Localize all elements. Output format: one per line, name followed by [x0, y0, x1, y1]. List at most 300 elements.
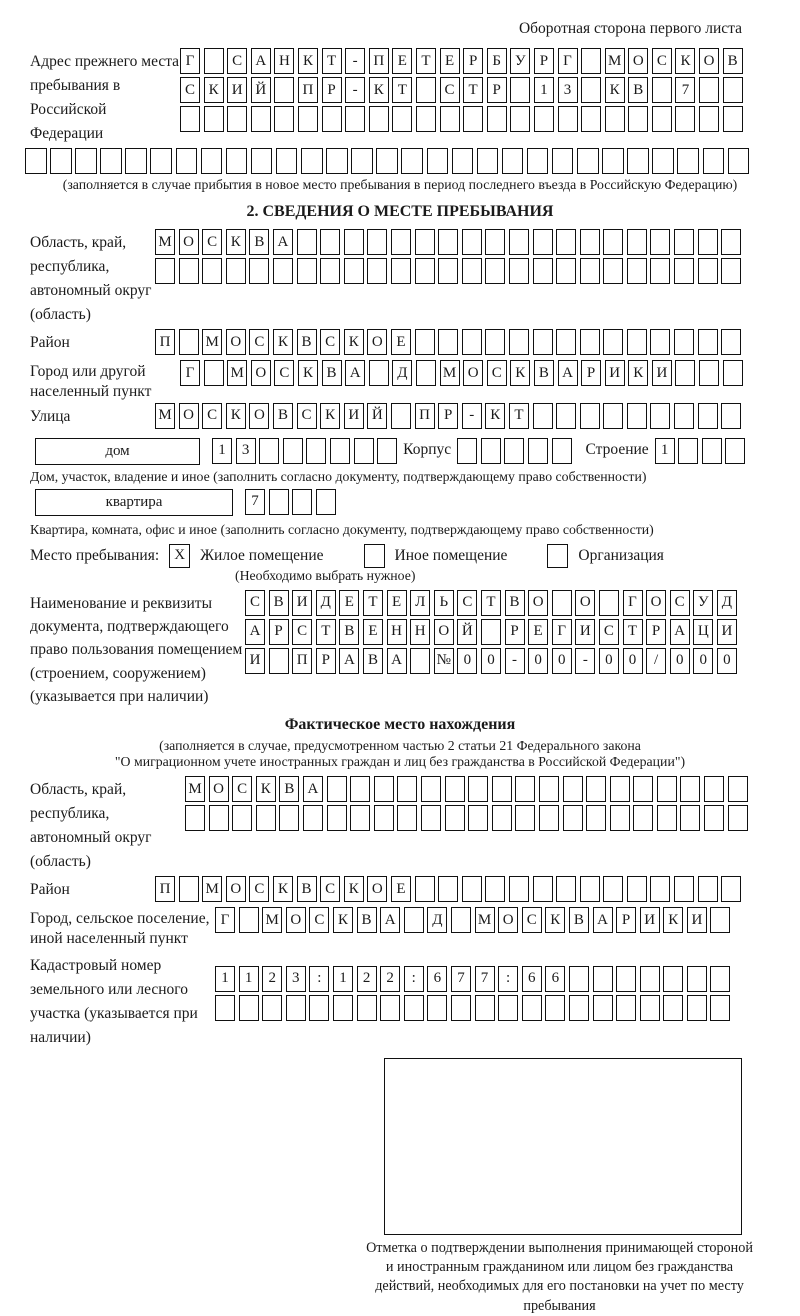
char-cell[interactable]: [416, 106, 436, 132]
char-cell[interactable]: [605, 106, 625, 132]
char-cell[interactable]: [50, 148, 72, 174]
char-cell[interactable]: [327, 805, 347, 831]
char-cell[interactable]: И: [227, 77, 247, 103]
char-cell[interactable]: [723, 77, 743, 103]
char-cell[interactable]: [438, 876, 458, 902]
char-cell[interactable]: [185, 805, 205, 831]
char-cell[interactable]: Й: [367, 403, 387, 429]
char-cell[interactable]: [345, 106, 365, 132]
char-cell[interactable]: 6: [522, 966, 542, 992]
char-cell[interactable]: [539, 805, 559, 831]
char-cell[interactable]: [421, 805, 441, 831]
char-cell[interactable]: -: [345, 77, 365, 103]
char-cell[interactable]: С: [522, 907, 542, 933]
char-cell[interactable]: Д: [427, 907, 447, 933]
char-cell[interactable]: [416, 77, 436, 103]
char-cell[interactable]: [354, 438, 374, 464]
char-cell[interactable]: [415, 229, 435, 255]
char-cell[interactable]: [663, 966, 683, 992]
char-cell[interactable]: [445, 805, 465, 831]
char-cell[interactable]: 7: [451, 966, 471, 992]
char-cell[interactable]: [100, 148, 122, 174]
char-cell[interactable]: [616, 966, 636, 992]
char-cell[interactable]: К: [298, 48, 318, 74]
char-cell[interactable]: М: [155, 403, 175, 429]
char-cell[interactable]: 1: [655, 438, 675, 464]
char-cell[interactable]: А: [303, 776, 323, 802]
char-cell[interactable]: В: [297, 329, 317, 355]
char-cell[interactable]: О: [179, 229, 199, 255]
char-cell[interactable]: К: [485, 403, 505, 429]
char-cell[interactable]: Е: [363, 619, 383, 645]
char-cell[interactable]: 1: [215, 966, 235, 992]
char-cell[interactable]: Г: [180, 48, 200, 74]
char-cell[interactable]: Д: [717, 590, 737, 616]
char-cell[interactable]: [563, 776, 583, 802]
char-cell[interactable]: 2: [380, 966, 400, 992]
char-cell[interactable]: Т: [509, 403, 529, 429]
char-cell[interactable]: Б: [487, 48, 507, 74]
char-cell[interactable]: 7: [245, 489, 265, 515]
char-cell[interactable]: С: [297, 403, 317, 429]
char-cell[interactable]: [440, 106, 460, 132]
char-cell[interactable]: [728, 148, 750, 174]
char-cell[interactable]: 0: [693, 648, 713, 674]
char-cell[interactable]: О: [286, 907, 306, 933]
char-cell[interactable]: В: [339, 619, 359, 645]
char-cell[interactable]: [485, 258, 505, 284]
char-cell[interactable]: [674, 329, 694, 355]
char-cell[interactable]: [657, 805, 677, 831]
char-cell[interactable]: С: [202, 403, 222, 429]
char-cell[interactable]: С: [274, 360, 294, 386]
char-cell[interactable]: О: [209, 776, 229, 802]
char-cell[interactable]: С: [309, 907, 329, 933]
char-cell[interactable]: [462, 329, 482, 355]
char-cell[interactable]: [552, 438, 572, 464]
char-cell[interactable]: [309, 995, 329, 1021]
char-cell[interactable]: Е: [391, 876, 411, 902]
char-cell[interactable]: 7: [675, 77, 695, 103]
char-cell[interactable]: [593, 995, 613, 1021]
char-cell[interactable]: [580, 403, 600, 429]
char-cell[interactable]: [633, 776, 653, 802]
char-cell[interactable]: [569, 995, 589, 1021]
char-cell[interactable]: [558, 106, 578, 132]
char-cell[interactable]: С: [292, 619, 312, 645]
char-cell[interactable]: М: [605, 48, 625, 74]
char-cell[interactable]: [215, 995, 235, 1021]
char-cell[interactable]: [176, 148, 198, 174]
char-cell[interactable]: [650, 403, 670, 429]
char-cell[interactable]: К: [663, 907, 683, 933]
char-cell[interactable]: Р: [316, 648, 336, 674]
char-cell[interactable]: [298, 106, 318, 132]
char-cell[interactable]: [721, 229, 741, 255]
char-cell[interactable]: С: [599, 619, 619, 645]
char-cell[interactable]: [492, 776, 512, 802]
char-cell[interactable]: [556, 329, 576, 355]
char-cell[interactable]: В: [322, 360, 342, 386]
char-cell[interactable]: С: [180, 77, 200, 103]
char-cell[interactable]: М: [202, 876, 222, 902]
char-cell[interactable]: Р: [581, 360, 601, 386]
char-cell[interactable]: [699, 77, 719, 103]
char-cell[interactable]: М: [475, 907, 495, 933]
char-cell[interactable]: Т: [463, 77, 483, 103]
char-cell[interactable]: Г: [552, 619, 572, 645]
char-cell[interactable]: [391, 403, 411, 429]
char-cell[interactable]: С: [320, 329, 340, 355]
char-cell[interactable]: С: [245, 590, 265, 616]
char-cell[interactable]: [533, 229, 553, 255]
char-cell[interactable]: О: [251, 360, 271, 386]
char-cell[interactable]: Е: [387, 590, 407, 616]
char-cell[interactable]: К: [204, 77, 224, 103]
char-cell[interactable]: [457, 438, 477, 464]
char-cell[interactable]: №: [434, 648, 454, 674]
char-cell[interactable]: [180, 106, 200, 132]
char-cell[interactable]: А: [251, 48, 271, 74]
char-cell[interactable]: [725, 438, 745, 464]
char-cell[interactable]: [392, 106, 412, 132]
char-cell[interactable]: С: [487, 360, 507, 386]
char-cell[interactable]: 0: [552, 648, 572, 674]
char-cell[interactable]: [556, 403, 576, 429]
char-cell[interactable]: [680, 776, 700, 802]
char-cell[interactable]: Д: [392, 360, 412, 386]
char-cell[interactable]: 2: [262, 966, 282, 992]
char-cell[interactable]: Ц: [693, 619, 713, 645]
char-cell[interactable]: П: [298, 77, 318, 103]
char-cell[interactable]: [391, 229, 411, 255]
char-cell[interactable]: А: [670, 619, 690, 645]
char-cell[interactable]: С: [320, 876, 340, 902]
char-cell[interactable]: 0: [457, 648, 477, 674]
char-cell[interactable]: [675, 360, 695, 386]
char-cell[interactable]: В: [534, 360, 554, 386]
char-cell[interactable]: Н: [410, 619, 430, 645]
char-cell[interactable]: [510, 106, 530, 132]
char-cell[interactable]: [485, 876, 505, 902]
char-cell[interactable]: О: [699, 48, 719, 74]
char-cell[interactable]: [509, 258, 529, 284]
char-cell[interactable]: [344, 258, 364, 284]
char-cell[interactable]: Т: [316, 619, 336, 645]
char-cell[interactable]: 0: [599, 648, 619, 674]
char-cell[interactable]: [427, 148, 449, 174]
char-cell[interactable]: Р: [616, 907, 636, 933]
char-cell[interactable]: [415, 876, 435, 902]
char-cell[interactable]: Ь: [434, 590, 454, 616]
char-cell[interactable]: К: [273, 329, 293, 355]
char-cell[interactable]: К: [333, 907, 353, 933]
char-cell[interactable]: [552, 590, 572, 616]
char-cell[interactable]: [509, 229, 529, 255]
char-cell[interactable]: [301, 148, 323, 174]
char-cell[interactable]: [155, 258, 175, 284]
char-cell[interactable]: [239, 907, 259, 933]
char-cell[interactable]: 0: [481, 648, 501, 674]
char-cell[interactable]: [150, 148, 172, 174]
char-cell[interactable]: :: [498, 966, 518, 992]
char-cell[interactable]: [320, 258, 340, 284]
char-cell[interactable]: [391, 258, 411, 284]
char-cell[interactable]: [533, 258, 553, 284]
char-cell[interactable]: О: [226, 876, 246, 902]
char-cell[interactable]: Е: [528, 619, 548, 645]
char-cell[interactable]: [687, 995, 707, 1021]
char-cell[interactable]: 3: [558, 77, 578, 103]
char-cell[interactable]: [581, 77, 601, 103]
char-cell[interactable]: [463, 106, 483, 132]
char-cell[interactable]: [723, 360, 743, 386]
char-cell[interactable]: [522, 995, 542, 1021]
char-cell[interactable]: [274, 77, 294, 103]
char-cell[interactable]: [404, 995, 424, 1021]
char-cell[interactable]: 1: [534, 77, 554, 103]
char-cell[interactable]: [603, 403, 623, 429]
char-cell[interactable]: 7: [475, 966, 495, 992]
char-cell[interactable]: А: [558, 360, 578, 386]
char-cell[interactable]: К: [510, 360, 530, 386]
char-cell[interactable]: [477, 148, 499, 174]
char-cell[interactable]: [209, 805, 229, 831]
char-cell[interactable]: [397, 805, 417, 831]
char-cell[interactable]: -: [575, 648, 595, 674]
char-cell[interactable]: [369, 106, 389, 132]
char-cell[interactable]: [179, 876, 199, 902]
char-cell[interactable]: [438, 258, 458, 284]
char-cell[interactable]: К: [605, 77, 625, 103]
char-cell[interactable]: 0: [528, 648, 548, 674]
char-cell[interactable]: 6: [427, 966, 447, 992]
char-cell[interactable]: [545, 995, 565, 1021]
char-cell[interactable]: [556, 876, 576, 902]
char-cell[interactable]: П: [415, 403, 435, 429]
char-cell[interactable]: 6: [545, 966, 565, 992]
char-cell[interactable]: Е: [392, 48, 412, 74]
char-cell[interactable]: [528, 438, 548, 464]
char-cell[interactable]: [468, 805, 488, 831]
char-cell[interactable]: И: [687, 907, 707, 933]
char-cell[interactable]: [687, 966, 707, 992]
char-cell[interactable]: [262, 995, 282, 1021]
char-cell[interactable]: А: [339, 648, 359, 674]
char-cell[interactable]: С: [440, 77, 460, 103]
char-cell[interactable]: [675, 106, 695, 132]
char-cell[interactable]: Р: [463, 48, 483, 74]
char-cell[interactable]: [580, 258, 600, 284]
char-cell[interactable]: [698, 876, 718, 902]
char-cell[interactable]: Е: [339, 590, 359, 616]
char-cell[interactable]: [580, 229, 600, 255]
char-cell[interactable]: К: [256, 776, 276, 802]
char-cell[interactable]: М: [227, 360, 247, 386]
char-cell[interactable]: К: [226, 229, 246, 255]
char-cell[interactable]: Е: [440, 48, 460, 74]
char-cell[interactable]: [627, 148, 649, 174]
char-cell[interactable]: [351, 148, 373, 174]
char-cell[interactable]: [628, 106, 648, 132]
char-cell[interactable]: [462, 258, 482, 284]
char-cell[interactable]: М: [440, 360, 460, 386]
char-cell[interactable]: [581, 48, 601, 74]
char-cell[interactable]: [603, 229, 623, 255]
char-cell[interactable]: [650, 258, 670, 284]
char-cell[interactable]: И: [292, 590, 312, 616]
char-cell[interactable]: [226, 148, 248, 174]
char-cell[interactable]: [327, 776, 347, 802]
char-cell[interactable]: Й: [251, 77, 271, 103]
char-cell[interactable]: -: [462, 403, 482, 429]
char-cell[interactable]: [276, 148, 298, 174]
char-cell[interactable]: О: [226, 329, 246, 355]
char-cell[interactable]: [75, 148, 97, 174]
char-cell[interactable]: [721, 258, 741, 284]
char-cell[interactable]: [273, 258, 293, 284]
char-cell[interactable]: [652, 77, 672, 103]
char-cell[interactable]: [533, 329, 553, 355]
char-cell[interactable]: 0: [670, 648, 690, 674]
char-cell[interactable]: [556, 229, 576, 255]
char-cell[interactable]: 1: [212, 438, 232, 464]
char-cell[interactable]: :: [309, 966, 329, 992]
char-cell[interactable]: [251, 148, 273, 174]
char-cell[interactable]: [580, 876, 600, 902]
char-cell[interactable]: [603, 258, 623, 284]
char-cell[interactable]: П: [155, 876, 175, 902]
char-cell[interactable]: И: [717, 619, 737, 645]
char-cell[interactable]: К: [675, 48, 695, 74]
char-cell[interactable]: [344, 229, 364, 255]
char-cell[interactable]: К: [273, 876, 293, 902]
char-cell[interactable]: [297, 229, 317, 255]
residential-checkbox[interactable]: X: [169, 544, 190, 568]
char-cell[interactable]: 1: [333, 966, 353, 992]
char-cell[interactable]: О: [628, 48, 648, 74]
char-cell[interactable]: [320, 229, 340, 255]
char-cell[interactable]: С: [202, 229, 222, 255]
char-cell[interactable]: [481, 619, 501, 645]
char-cell[interactable]: И: [605, 360, 625, 386]
char-cell[interactable]: Р: [487, 77, 507, 103]
char-cell[interactable]: А: [380, 907, 400, 933]
char-cell[interactable]: [374, 805, 394, 831]
char-cell[interactable]: У: [510, 48, 530, 74]
char-cell[interactable]: [602, 148, 624, 174]
char-cell[interactable]: К: [344, 876, 364, 902]
char-cell[interactable]: Т: [322, 48, 342, 74]
char-cell[interactable]: [485, 229, 505, 255]
char-cell[interactable]: [580, 329, 600, 355]
char-cell[interactable]: [421, 776, 441, 802]
char-cell[interactable]: К: [545, 907, 565, 933]
char-cell[interactable]: [350, 805, 370, 831]
char-cell[interactable]: [397, 776, 417, 802]
char-cell[interactable]: [509, 329, 529, 355]
char-cell[interactable]: [509, 876, 529, 902]
char-cell[interactable]: [256, 805, 276, 831]
char-cell[interactable]: [498, 995, 518, 1021]
char-cell[interactable]: [704, 805, 724, 831]
char-cell[interactable]: [259, 438, 279, 464]
char-cell[interactable]: [640, 966, 660, 992]
char-cell[interactable]: [721, 403, 741, 429]
char-cell[interactable]: [377, 438, 397, 464]
char-cell[interactable]: [703, 148, 725, 174]
char-cell[interactable]: К: [628, 360, 648, 386]
char-cell[interactable]: Г: [215, 907, 235, 933]
char-cell[interactable]: [427, 995, 447, 1021]
char-cell[interactable]: [376, 148, 398, 174]
char-cell[interactable]: [179, 329, 199, 355]
char-cell[interactable]: В: [269, 590, 289, 616]
char-cell[interactable]: [603, 329, 623, 355]
char-cell[interactable]: [475, 995, 495, 1021]
char-cell[interactable]: Р: [269, 619, 289, 645]
char-cell[interactable]: [515, 805, 535, 831]
char-cell[interactable]: [674, 876, 694, 902]
char-cell[interactable]: [627, 329, 647, 355]
char-cell[interactable]: [179, 258, 199, 284]
char-cell[interactable]: [599, 590, 619, 616]
char-cell[interactable]: Е: [391, 329, 411, 355]
char-cell[interactable]: О: [575, 590, 595, 616]
char-cell[interactable]: [552, 148, 574, 174]
char-cell[interactable]: М: [185, 776, 205, 802]
char-cell[interactable]: [410, 648, 430, 674]
char-cell[interactable]: [674, 403, 694, 429]
char-cell[interactable]: С: [249, 329, 269, 355]
char-cell[interactable]: 0: [717, 648, 737, 674]
char-cell[interactable]: [350, 776, 370, 802]
char-cell[interactable]: К: [298, 360, 318, 386]
char-cell[interactable]: В: [249, 229, 269, 255]
char-cell[interactable]: И: [652, 360, 672, 386]
char-cell[interactable]: [204, 48, 224, 74]
char-cell[interactable]: А: [593, 907, 613, 933]
char-cell[interactable]: О: [528, 590, 548, 616]
char-cell[interactable]: Р: [438, 403, 458, 429]
char-cell[interactable]: [326, 148, 348, 174]
char-cell[interactable]: [657, 776, 677, 802]
char-cell[interactable]: [650, 229, 670, 255]
char-cell[interactable]: В: [569, 907, 589, 933]
char-cell[interactable]: С: [670, 590, 690, 616]
char-cell[interactable]: [698, 403, 718, 429]
char-cell[interactable]: [487, 106, 507, 132]
char-cell[interactable]: М: [155, 229, 175, 255]
char-cell[interactable]: [357, 995, 377, 1021]
char-cell[interactable]: [674, 229, 694, 255]
char-cell[interactable]: [204, 106, 224, 132]
char-cell[interactable]: [710, 966, 730, 992]
char-cell[interactable]: 0: [623, 648, 643, 674]
char-cell[interactable]: К: [369, 77, 389, 103]
char-cell[interactable]: Н: [274, 48, 294, 74]
other-premise-checkbox[interactable]: [364, 544, 385, 568]
char-cell[interactable]: [416, 360, 436, 386]
char-cell[interactable]: [663, 995, 683, 1021]
char-cell[interactable]: П: [155, 329, 175, 355]
char-cell[interactable]: [25, 148, 47, 174]
char-cell[interactable]: [510, 77, 530, 103]
char-cell[interactable]: [415, 258, 435, 284]
char-cell[interactable]: У: [693, 590, 713, 616]
char-cell[interactable]: [581, 106, 601, 132]
char-cell[interactable]: [316, 489, 336, 515]
